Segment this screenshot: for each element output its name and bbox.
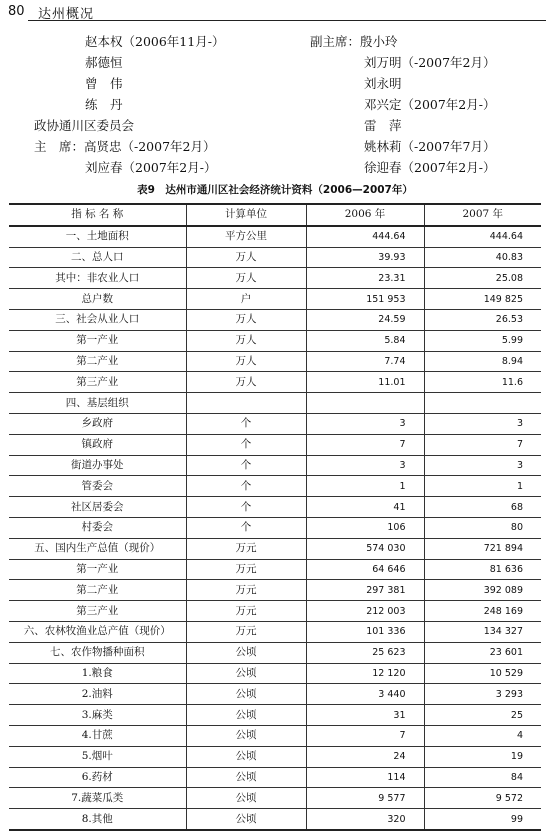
table-row [9, 268, 541, 289]
table-row [9, 580, 541, 601]
value-2006-cell [306, 393, 424, 414]
table-row [9, 393, 541, 414]
value-2006-cell: 7.74 [306, 351, 424, 372]
value-2007-cell: 25.08 [424, 268, 541, 289]
unit-cell: 个 [186, 476, 306, 497]
roster-entry: 刘万明（-2007年2月） [364, 55, 496, 70]
indicator-cell: 7.蔬菜瓜类 [9, 788, 186, 809]
roster-entry: 主 席：高贤忠（-2007年2月） [34, 139, 216, 154]
header-unit: 计算单位 [186, 204, 306, 226]
value-2006-cell: 7 [306, 434, 424, 455]
value-2007-cell: 99 [424, 809, 541, 830]
indicator-cell: 街道办事处 [9, 455, 186, 476]
value-2006-cell: 41 [306, 497, 424, 518]
value-2006-cell: 114 [306, 767, 424, 788]
value-2007-cell: 23 601 [424, 642, 541, 663]
roster-entry: 练 丹 [85, 97, 123, 112]
value-2006-cell: 12 120 [306, 663, 424, 684]
indicator-cell: 其中：非农业人口 [9, 268, 186, 289]
value-2006-cell: 11.01 [306, 372, 424, 393]
indicator-cell: 4.甘蔗 [9, 725, 186, 746]
indicator-cell: 第三产业 [9, 601, 186, 622]
value-2007-cell: 26.53 [424, 309, 541, 330]
roster-entry: 郝德恒 [85, 55, 123, 70]
roster-entry: 邓兴定（2007年2月-） [364, 97, 496, 112]
value-2006-cell: 1 [306, 476, 424, 497]
value-2007-cell: 81 636 [424, 559, 541, 580]
table-row [9, 559, 541, 580]
unit-cell: 公顷 [186, 663, 306, 684]
table-row [9, 538, 541, 559]
value-2007-cell: 392 089 [424, 580, 541, 601]
table-row [9, 413, 541, 434]
indicator-cell: 镇政府 [9, 434, 186, 455]
value-2006-cell: 24 [306, 746, 424, 767]
unit-cell: 万元 [186, 601, 306, 622]
value-2007-cell: 80 [424, 517, 541, 538]
value-2006-cell: 23.31 [306, 268, 424, 289]
indicator-cell: 6.药材 [9, 767, 186, 788]
value-2006-cell: 212 003 [306, 601, 424, 622]
value-2007-cell: 9 572 [424, 788, 541, 809]
indicator-cell: 2.油料 [9, 684, 186, 705]
table-row [9, 289, 541, 310]
value-2006-cell: 151 953 [306, 289, 424, 310]
roster-entry: 雷 萍 [364, 118, 402, 133]
indicator-cell: 四、基层组织 [9, 393, 186, 414]
indicator-cell: 3.麻类 [9, 705, 186, 726]
unit-cell: 公顷 [186, 767, 306, 788]
value-2006-cell: 3 440 [306, 684, 424, 705]
value-2006-cell: 320 [306, 809, 424, 830]
indicator-cell: 七、农作物播种面积 [9, 642, 186, 663]
unit-cell: 公顷 [186, 746, 306, 767]
value-2006-cell: 574 030 [306, 538, 424, 559]
indicator-cell: 管委会 [9, 476, 186, 497]
unit-cell: 平方公里 [186, 226, 306, 247]
table-row [9, 601, 541, 622]
unit-cell: 公顷 [186, 725, 306, 746]
indicator-cell: 五、国内生产总值（现价） [9, 538, 186, 559]
indicator-cell: 第二产业 [9, 580, 186, 601]
indicator-cell: 六、农林牧渔业总产值（现价） [9, 621, 186, 642]
roster-entry: 徐迎春（2007年2月-） [364, 160, 496, 175]
table-row [9, 725, 541, 746]
unit-cell: 公顷 [186, 705, 306, 726]
unit-cell: 万人 [186, 330, 306, 351]
indicator-cell: 1.粮食 [9, 663, 186, 684]
value-2007-cell: 5.99 [424, 330, 541, 351]
header-2007: 2007 年 [424, 204, 541, 226]
value-2007-cell: 444.64 [424, 226, 541, 247]
value-2006-cell: 24.59 [306, 309, 424, 330]
unit-cell: 万人 [186, 372, 306, 393]
indicator-cell: 一、土地面积 [9, 226, 186, 247]
table-row [9, 351, 541, 372]
unit-cell: 万元 [186, 580, 306, 601]
roster-entry: 副主席：殷小玲 [310, 34, 398, 49]
value-2007-cell: 7 [424, 434, 541, 455]
value-2007-cell: 8.94 [424, 351, 541, 372]
unit-cell: 户 [186, 289, 306, 310]
table-row [9, 434, 541, 455]
value-2006-cell: 7 [306, 725, 424, 746]
value-2006-cell: 3 [306, 455, 424, 476]
value-2006-cell: 106 [306, 517, 424, 538]
unit-cell: 个 [186, 413, 306, 434]
unit-cell: 万元 [186, 621, 306, 642]
roster-entry: 姚林莉（-2007年7月） [364, 139, 496, 154]
header-indicator: 指 标 名 称 [9, 204, 186, 226]
committee-roster [0, 32, 550, 182]
value-2007-cell: 134 327 [424, 621, 541, 642]
indicator-cell: 村委会 [9, 517, 186, 538]
value-2007-cell: 11.6 [424, 372, 541, 393]
value-2007-cell: 40.83 [424, 247, 541, 268]
statistics-table [9, 203, 541, 831]
value-2006-cell: 297 381 [306, 580, 424, 601]
table-row [9, 621, 541, 642]
table-row [9, 455, 541, 476]
table-body [9, 226, 541, 830]
roster-entry: 刘永明 [364, 76, 402, 91]
page-number: 80 [8, 4, 25, 19]
value-2007-cell: 84 [424, 767, 541, 788]
page-header [6, 3, 544, 21]
roster-entry: 曾 伟 [85, 76, 123, 91]
indicator-cell: 三、社会从业人口 [9, 309, 186, 330]
unit-cell: 万人 [186, 247, 306, 268]
indicator-cell: 社区居委会 [9, 497, 186, 518]
indicator-cell: 二、总人口 [9, 247, 186, 268]
value-2007-cell: 149 825 [424, 289, 541, 310]
unit-cell: 个 [186, 434, 306, 455]
unit-cell [186, 393, 306, 414]
table-row [9, 788, 541, 809]
unit-cell: 公顷 [186, 809, 306, 830]
value-2006-cell: 444.64 [306, 226, 424, 247]
unit-cell: 个 [186, 455, 306, 476]
table-header-row [9, 204, 541, 226]
value-2006-cell: 39.93 [306, 247, 424, 268]
unit-cell: 万元 [186, 538, 306, 559]
table-row [9, 497, 541, 518]
table-row [9, 767, 541, 788]
table-row [9, 663, 541, 684]
table-row [9, 330, 541, 351]
table-caption: 表9 达州市通川区社会经济统计资料（2006—2007年） [137, 184, 413, 196]
table-row [9, 684, 541, 705]
value-2007-cell: 68 [424, 497, 541, 518]
value-2007-cell: 1 [424, 476, 541, 497]
table-row [9, 476, 541, 497]
value-2007-cell: 3 [424, 413, 541, 434]
value-2007-cell: 721 894 [424, 538, 541, 559]
value-2007-cell: 10 529 [424, 663, 541, 684]
indicator-cell: 第一产业 [9, 330, 186, 351]
table-row [9, 705, 541, 726]
table-row [9, 809, 541, 830]
value-2006-cell: 101 336 [306, 621, 424, 642]
table-row [9, 746, 541, 767]
unit-cell: 万人 [186, 351, 306, 372]
value-2006-cell: 9 577 [306, 788, 424, 809]
value-2006-cell: 3 [306, 413, 424, 434]
table-row [9, 517, 541, 538]
value-2006-cell: 25 623 [306, 642, 424, 663]
unit-cell: 个 [186, 497, 306, 518]
book-title: 达州概况 [38, 7, 95, 22]
header-rule [28, 20, 546, 21]
value-2006-cell: 64 646 [306, 559, 424, 580]
value-2007-cell: 4 [424, 725, 541, 746]
roster-entry: 刘应春（2007年2月-） [85, 160, 217, 175]
indicator-cell: 第一产业 [9, 559, 186, 580]
indicator-cell: 5.烟叶 [9, 746, 186, 767]
table-row [9, 309, 541, 330]
table-row [9, 226, 541, 247]
indicator-cell: 总户数 [9, 289, 186, 310]
roster-entry: 赵本权（2006年11月-） [85, 34, 225, 49]
indicator-cell: 第二产业 [9, 351, 186, 372]
unit-cell: 个 [186, 517, 306, 538]
table-row [9, 642, 541, 663]
unit-cell: 公顷 [186, 642, 306, 663]
table-row [9, 247, 541, 268]
unit-cell: 公顷 [186, 788, 306, 809]
value-2007-cell: 25 [424, 705, 541, 726]
value-2007-cell [424, 393, 541, 414]
table-row [9, 372, 541, 393]
value-2007-cell: 19 [424, 746, 541, 767]
unit-cell: 万人 [186, 268, 306, 289]
unit-cell: 万人 [186, 309, 306, 330]
roster-entry: 政协通川区委员会 [34, 118, 135, 133]
value-2006-cell: 5.84 [306, 330, 424, 351]
indicator-cell: 乡政府 [9, 413, 186, 434]
value-2007-cell: 248 169 [424, 601, 541, 622]
unit-cell: 万元 [186, 559, 306, 580]
unit-cell: 公顷 [186, 684, 306, 705]
value-2007-cell: 3 293 [424, 684, 541, 705]
indicator-cell: 第三产业 [9, 372, 186, 393]
header-2006: 2006 年 [306, 204, 424, 226]
indicator-cell: 8.其他 [9, 809, 186, 830]
value-2007-cell: 3 [424, 455, 541, 476]
value-2006-cell: 31 [306, 705, 424, 726]
